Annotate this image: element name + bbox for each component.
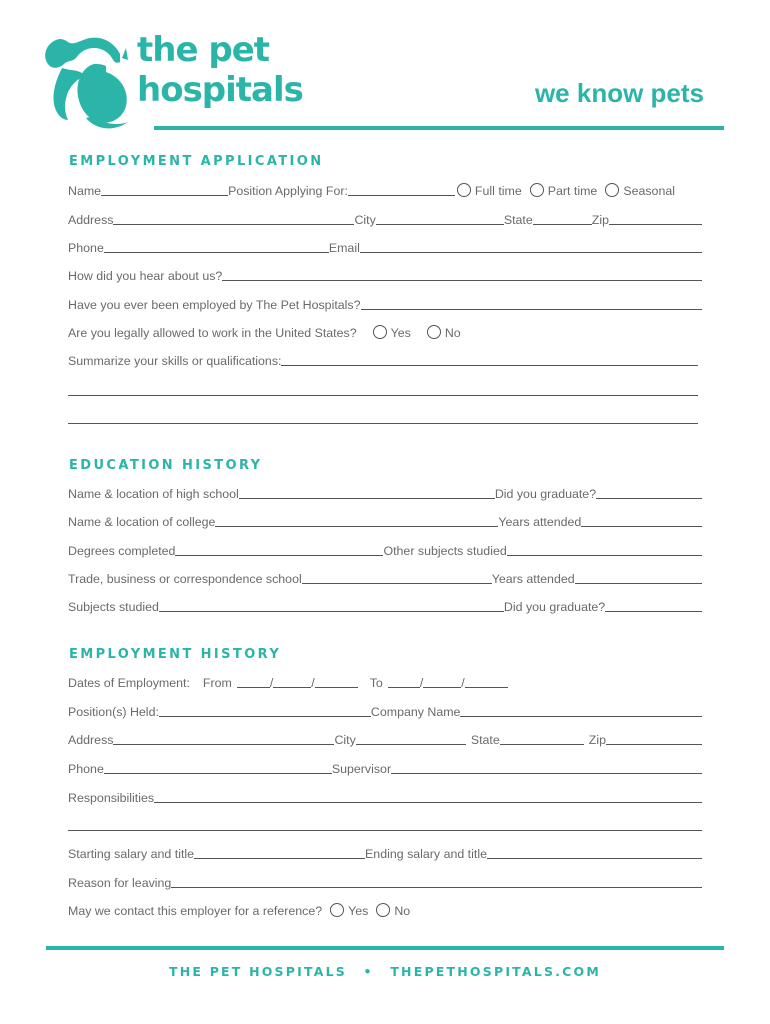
address-field[interactable]: [113, 211, 354, 225]
hs-graduate-field[interactable]: [596, 485, 702, 499]
row-name-position: [68, 180, 702, 198]
logo: [42, 34, 134, 130]
legal-label: Are you legally allowed to work in the United States?: [68, 326, 357, 340]
to-slash-1: /: [419, 676, 424, 690]
row-reason: [68, 872, 702, 890]
high-school-field[interactable]: [239, 485, 495, 499]
emp-city-field[interactable]: [356, 731, 466, 745]
legal-no-label: No: [444, 326, 461, 340]
from-month-field[interactable]: [237, 674, 270, 688]
emp-city-label: City: [334, 733, 356, 747]
footer: [0, 964, 770, 979]
contact-no-radio[interactable]: [376, 903, 390, 917]
employed-before-label: Have you ever been employed by The Pet Hospitals?: [68, 298, 361, 312]
legal-yes-label: Yes: [390, 326, 411, 340]
row-hear: [68, 265, 702, 283]
skills-field[interactable]: [281, 352, 698, 366]
name-field[interactable]: [101, 182, 228, 196]
footer-rule: [46, 946, 724, 950]
footer-separator: •: [363, 964, 374, 979]
phone-label: Phone: [68, 241, 104, 255]
to-day-field[interactable]: [423, 674, 461, 688]
from-year-field[interactable]: [315, 674, 358, 688]
starting-salary-label: Starting salary and title: [68, 847, 195, 861]
emp-address-field[interactable]: [113, 731, 334, 745]
zip-field[interactable]: [609, 211, 702, 225]
row-employed-before: [68, 294, 702, 312]
emp-state-label: State: [470, 733, 500, 747]
trade-graduate-label: Did you graduate?: [503, 600, 606, 614]
tagline: we know pets: [534, 78, 704, 108]
row-college: [68, 511, 702, 529]
contact-yes-radio[interactable]: [330, 903, 344, 917]
positions-field[interactable]: [159, 703, 371, 717]
row-emp-address: [68, 729, 702, 747]
row-degrees: [68, 540, 702, 558]
row-phone-email: [68, 237, 702, 255]
zip-label: Zip: [591, 213, 609, 227]
to-month-field[interactable]: [388, 674, 420, 688]
footer-company: THE PET HOSPITALS: [169, 964, 347, 979]
reason-field[interactable]: [171, 874, 702, 888]
other-subjects-label: Other subjects studied: [383, 544, 507, 558]
from-slash-1: /: [269, 676, 274, 690]
hs-graduate-label: Did you graduate?: [494, 487, 597, 501]
header-rule: [154, 126, 724, 130]
state-label: State: [503, 213, 533, 227]
college-field[interactable]: [215, 513, 498, 527]
responsibilities-field[interactable]: [154, 789, 702, 803]
row-high-school: [68, 483, 702, 501]
seasonal-label: Seasonal: [623, 184, 675, 198]
emp-zip-field[interactable]: [606, 731, 702, 745]
emp-state-field[interactable]: [500, 731, 584, 745]
ending-salary-label: Ending salary and title: [365, 847, 487, 861]
state-field[interactable]: [533, 211, 592, 225]
supervisor-field[interactable]: [391, 760, 702, 774]
row-contact: [68, 900, 702, 918]
to-slash-2: /: [461, 676, 465, 690]
dog-and-cat-icon: [42, 34, 134, 130]
email-label: Email: [328, 241, 360, 255]
row-positions: [68, 701, 702, 719]
trade-label: Trade, business or correspondence school: [68, 572, 302, 586]
emp-zip-label: Zip: [588, 733, 606, 747]
row-subjects: [68, 596, 702, 614]
emp-phone-field[interactable]: [104, 760, 332, 774]
section-heading-education-history: EDUCATION HISTORY: [69, 458, 263, 473]
section-heading-employment-application: EMPLOYMENT APPLICATION: [69, 154, 324, 169]
to-label: To: [369, 676, 383, 690]
from-day-field[interactable]: [273, 674, 311, 688]
hear-field[interactable]: [222, 267, 702, 281]
ending-salary-field[interactable]: [487, 845, 702, 859]
trade-years-label: Years attended: [491, 572, 575, 586]
full-time-label: Full time: [474, 184, 522, 198]
part-time-radio[interactable]: [530, 183, 544, 197]
high-school-label: Name & location of high school: [68, 487, 239, 501]
seasonal-radio[interactable]: [605, 183, 619, 197]
logo-text-line1: the pet: [137, 30, 270, 70]
trade-field[interactable]: [302, 570, 492, 584]
skills-field-line-2[interactable]: [68, 395, 698, 396]
section-heading-employment-history: EMPLOYMENT HISTORY: [69, 647, 282, 662]
employed-before-field[interactable]: [361, 296, 703, 310]
row-dates: [68, 672, 702, 690]
footer-website[interactable]: THEPETHOSPITALS.COM: [390, 964, 601, 979]
email-field[interactable]: [360, 239, 702, 253]
city-field[interactable]: [376, 211, 504, 225]
row-address: [68, 209, 702, 227]
company-label: Company Name: [370, 705, 461, 719]
logo-text-line2: hospitals: [137, 70, 303, 110]
college-years-field[interactable]: [581, 513, 702, 527]
phone-field[interactable]: [104, 239, 329, 253]
subjects-field[interactable]: [159, 598, 504, 612]
emp-phone-label: Phone: [68, 762, 104, 776]
positions-label: Position(s) Held:: [68, 705, 159, 719]
name-label: Name: [68, 184, 102, 198]
to-year-field[interactable]: [465, 674, 508, 688]
subjects-label: Subjects studied: [68, 600, 159, 614]
row-skills: [68, 350, 698, 368]
row-responsibilities: [68, 787, 702, 805]
degrees-label: Degrees completed: [68, 544, 176, 558]
row-emp-phone: [68, 758, 702, 776]
hear-label: How did you hear about us?: [68, 269, 223, 283]
city-label: City: [354, 213, 376, 227]
dates-label: Dates of Employment:: [68, 676, 190, 690]
company-field[interactable]: [460, 703, 702, 717]
from-label: From: [202, 676, 232, 690]
emp-address-label: Address: [68, 733, 114, 747]
legal-no-radio[interactable]: [427, 325, 441, 339]
position-field[interactable]: [348, 182, 455, 196]
contact-yes-label: Yes: [348, 904, 369, 918]
skills-field-line-3[interactable]: [68, 423, 698, 424]
reason-label: Reason for leaving: [68, 876, 172, 890]
position-label: Position Applying For:: [228, 184, 348, 198]
starting-salary-field[interactable]: [194, 845, 365, 859]
contact-label: May we contact this employer for a reference?: [68, 904, 323, 918]
responsibilities-label: Responsibilities: [68, 791, 155, 805]
trade-years-field[interactable]: [575, 570, 702, 584]
contact-no-label: No: [394, 904, 411, 918]
part-time-label: Part time: [547, 184, 598, 198]
other-subjects-field[interactable]: [507, 542, 702, 556]
skills-label: Summarize your skills or qualifications:: [68, 354, 282, 368]
row-trade: [68, 568, 702, 586]
college-years-label: Years attended: [498, 515, 582, 529]
from-slash-2: /: [311, 676, 315, 690]
row-legal: [68, 322, 702, 340]
legal-yes-radio[interactable]: [373, 325, 387, 339]
degrees-field[interactable]: [175, 542, 383, 556]
college-label: Name & location of college: [68, 515, 216, 529]
trade-graduate-field[interactable]: [605, 598, 702, 612]
address-label: Address: [68, 213, 114, 227]
supervisor-label: Supervisor: [331, 762, 392, 776]
full-time-radio[interactable]: [457, 183, 471, 197]
responsibilities-field-line-2[interactable]: [68, 830, 702, 831]
row-salary: [68, 843, 702, 861]
